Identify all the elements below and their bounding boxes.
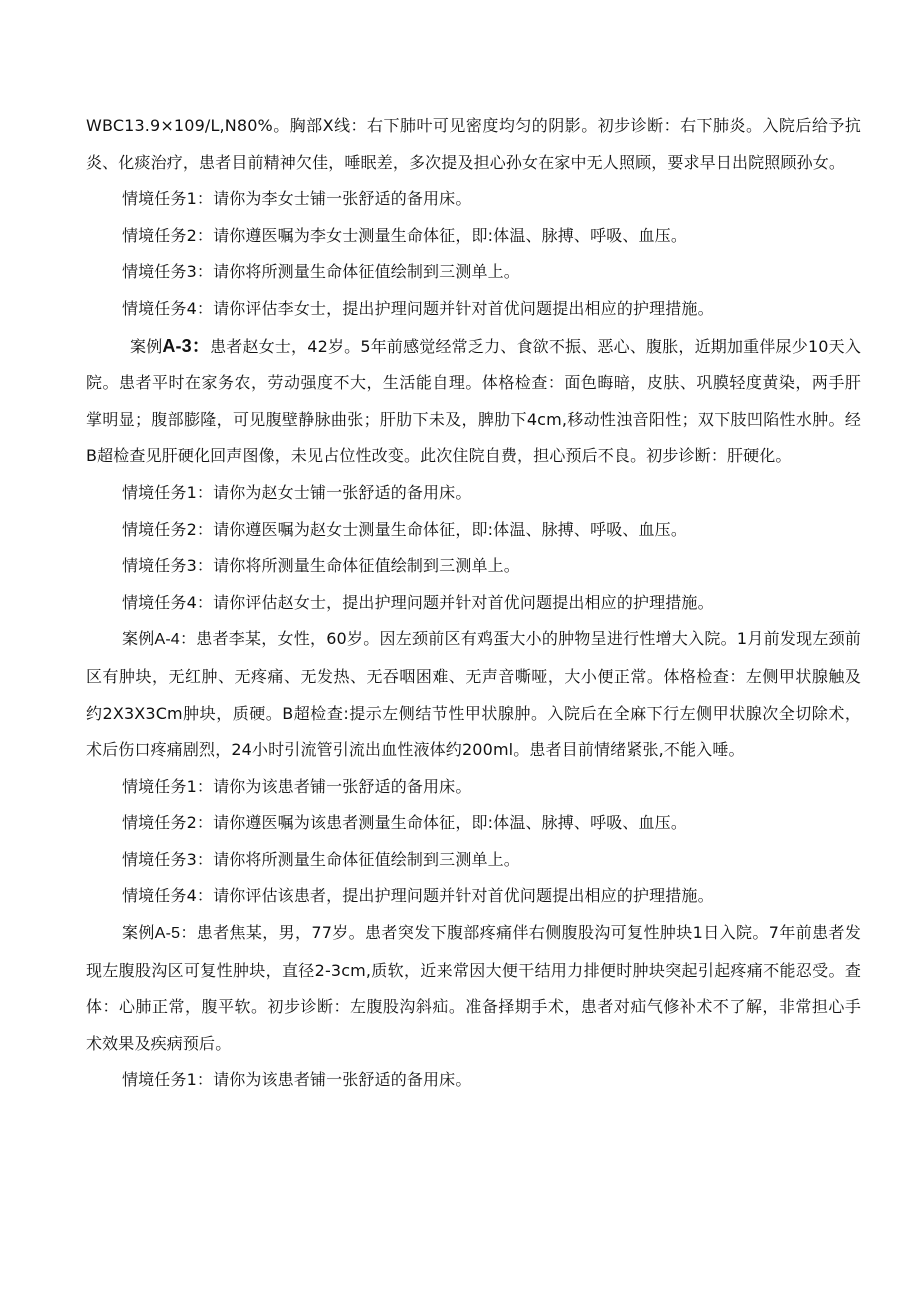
case-a4-task-4: 情境任务4：请你评估该患者，提出护理问题并针对首优问题提出相应的护理措施。 <box>122 886 714 906</box>
case-a5-prefix: 案例 <box>122 923 155 943</box>
case-a5-task-1: 情境任务1：请你为该患者铺一张舒适的备用床。 <box>122 1070 472 1090</box>
case-a3-id: A-3： <box>162 335 211 356</box>
case-a2-task-4: 情境任务4：请你评估李女士，提出护理问题并针对首优问题提出相应的护理措施。 <box>122 298 714 318</box>
intro-paragraph: WBC13.9×109/L,N80%。胸部X线：右下肺叶可见密度均匀的阴影。初步诊断：右下肺炎。入院后给予抗炎、化痰治疗，患者目前精神欠佳，唾眠差，多次提及担心孙女在家中无人照顾，要求早日出院照顾孙女。 <box>86 116 861 172</box>
case-a4-task-2: 情境任务2：请你遵医嘱为该患者测量生命体征，即:体温、脉搏、呼吸、血压。 <box>122 813 687 833</box>
case-a4-id: A-4 <box>154 631 180 649</box>
case-a3-task-4: 情境任务4：请你评估赵女士，提出护理问题并针对首优问题提出相应的护理措施。 <box>122 592 714 612</box>
document-body <box>86 108 861 1099</box>
case-a5-id: A-5 <box>154 925 181 943</box>
case-a2-task-2: 情境任务2：请你遵医嘱为李女士测量生命体征，即:体温、脉搏、呼吸、血压。 <box>122 225 687 245</box>
case-a3-task-1: 情境任务1：请你为赵女士铺一张舒适的备用床。 <box>122 482 472 502</box>
case-a4-task-1: 情境任务1：请你为该患者铺一张舒适的备用床。 <box>122 776 472 796</box>
case-a3-task-3: 情境任务3：请你将所测量生命体征值绘制到三测单上。 <box>122 556 520 576</box>
case-a2-task-3: 情境任务3：请你将所测量生命体征值绘制到三测单上。 <box>122 262 520 282</box>
case-a3-paragraph <box>86 328 861 475</box>
case-a3-prefix: 案例 <box>130 336 163 356</box>
case-a4-prefix: 案例 <box>122 629 155 649</box>
case-a5-text: ：患者焦某，男，77岁。患者突发下腹部疼痛伴右侧腹股沟可复性肿块1日入院。7年前患者发现左腹股沟区可复性肿块，直径2-3cm,质软，近来常因大便干结用力排便时肿块突起引起疼痛不能忍受。查体：心肺正常，腹平软。初步诊断：左腹股沟斜疝。准备择期手术，患者对疝气修补术不了解，非常担心手术效果及疾病预后。 <box>86 923 861 1053</box>
case-a5-paragraph <box>86 915 861 1062</box>
case-a4-text: ：患者李某，女性，60岁。因左颈前区有鸡蛋大小的肿物呈进行性增大入院。1月前发现左颈前区有肿块，无红肿、无疼痛、无发热、无吞咽困难、无声音嘶哑，大小便正常。体格检查：左侧甲状腺触及约2X3X3Cm肿块，质硬。B超检查:提示左侧结节性甲状腺肿。入院后在全麻下行左侧甲状腺次全切除术，术后伤口疼痛剧烈，24小时引流管引流出血性液体约200ml。患者目前情绪紧张,不能入唾。 <box>86 629 861 760</box>
case-a3-text: 患者赵女士，42岁。5年前感觉经常乏力、食欲不振、恶心、腹胀，近期加重伴尿少10天入院。患者平时在家务农，劳动强度不大，生活能自理。体格检查：面色晦暗，皮肤、巩膜轻度黄染，两手肝掌明显；腹部膨隆，可见腹壁静脉曲张；肝肋下未及，脾肋下4cm,移动性浊音阳性；双下肢凹陷性水肿。经B超检查见肝硬化回声图像，未见占位性改变。此次住院自费，担心预后不良。初步诊断：肝硬化。 <box>86 336 861 466</box>
case-a3-task-2: 情境任务2：请你遵医嘱为赵女士测量生命体征，即:体温、脉搏、呼吸、血压。 <box>122 519 687 539</box>
case-a4-paragraph <box>86 621 861 768</box>
case-a2-task-1: 情境任务1：请你为李女士铺一张舒适的备用床。 <box>122 189 472 209</box>
case-a4-task-3: 情境任务3：请你将所测量生命体征值绘制到三测单上。 <box>122 849 520 869</box>
